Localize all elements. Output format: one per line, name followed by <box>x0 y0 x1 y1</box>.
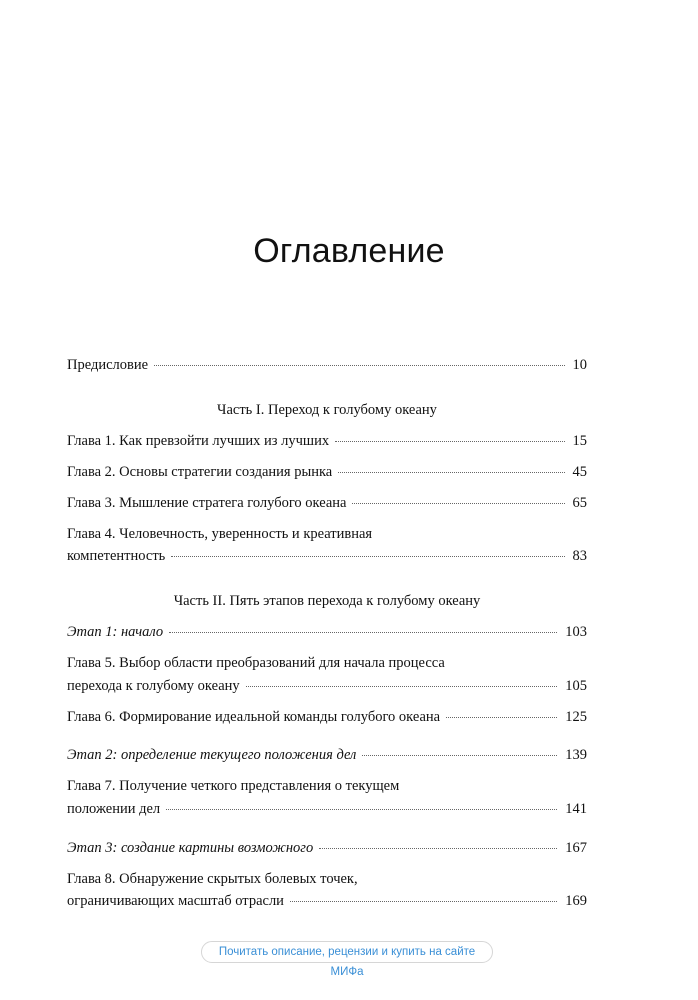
toc-entry-label: ограничивающих масштаб отрасли <box>67 893 284 909</box>
buy-on-mif-link[interactable]: Почитать описание, рецензии и купить на сайте МИФа <box>201 941 493 963</box>
toc-entry-chapter-6[interactable] <box>67 709 587 726</box>
toc-entry-label: Этап 3: создание картины возможного <box>67 840 314 856</box>
toc-entry-chapter-2[interactable] <box>67 464 587 481</box>
toc-entry-chapter-5[interactable] <box>67 678 587 695</box>
toc-page-number: 83 <box>572 548 587 564</box>
toc-entry-label: перехода к голубому океану <box>67 678 240 694</box>
toc-entry-chapter-8-line1[interactable]: Глава 8. Обнаружение скрытых болевых точек, <box>67 871 358 887</box>
part-heading-1: Часть I. Переход к голубому океану <box>217 402 437 418</box>
dot-leader <box>352 503 564 504</box>
dot-leader <box>166 809 557 810</box>
toc-entry-chapter-4-line1[interactable]: Глава 4. Человечность, уверенность и креативная <box>67 526 373 542</box>
toc-entry-stage-1[interactable] <box>67 624 587 641</box>
toc-entry-label: Глава 6. Формирование идеальной команды голубого океана <box>67 709 441 725</box>
toc-entry-chapter-8[interactable] <box>67 893 587 910</box>
dot-leader <box>319 848 557 849</box>
toc-entry-label: Предисловие <box>67 357 149 373</box>
dot-leader <box>362 755 557 756</box>
toc-entry-chapter-5-line1[interactable]: Глава 5. Выбор области преобразований для начала процесса <box>67 655 445 671</box>
toc-entry-chapter-1[interactable] <box>67 433 587 450</box>
toc-page-number: 15 <box>572 433 587 449</box>
toc-entry-label: положении дел <box>67 801 161 817</box>
toc-page-number: 10 <box>572 357 587 373</box>
toc-entry-label: Этап 2: определение текущего положения дел <box>67 747 357 763</box>
toc-entry-chapter-7-line1[interactable]: Глава 7. Получение четкого представления о текущем <box>67 778 400 794</box>
toc-entry-label: Этап 1: начало <box>67 624 164 640</box>
toc-entry-chapter-3[interactable] <box>67 495 587 512</box>
dot-leader <box>169 632 557 633</box>
dot-leader <box>290 901 557 902</box>
toc-entry-preface[interactable] <box>67 357 587 374</box>
toc-page-number: 105 <box>565 678 587 694</box>
toc-entry-label: Глава 3. Мышление стратега голубого океана <box>67 495 347 511</box>
toc-entry-stage-2[interactable] <box>67 747 587 764</box>
toc-page-number: 167 <box>565 840 587 856</box>
toc-page-number: 45 <box>572 464 587 480</box>
page-title: Оглавление <box>253 232 445 270</box>
dot-leader <box>338 472 564 473</box>
toc-page-number: 141 <box>565 801 587 817</box>
toc-entry-stage-3[interactable] <box>67 840 587 857</box>
toc-page-number: 65 <box>572 495 587 511</box>
toc-page-number: 139 <box>565 747 587 763</box>
dot-leader <box>154 365 564 366</box>
toc-entry-chapter-7[interactable] <box>67 801 587 818</box>
part-heading-2: Часть II. Пять этапов перехода к голубому океану <box>173 593 481 609</box>
dot-leader <box>335 441 564 442</box>
toc-page-number: 169 <box>565 893 587 909</box>
toc-entry-label: компетентность <box>67 548 166 564</box>
dot-leader <box>446 717 557 718</box>
toc-page-number: 103 <box>565 624 587 640</box>
dot-leader <box>171 556 564 557</box>
toc-entry-chapter-4[interactable] <box>67 548 587 565</box>
dot-leader <box>246 686 558 687</box>
toc-page-number: 125 <box>565 709 587 725</box>
toc-entry-label: Глава 2. Основы стратегии создания рынка <box>67 464 333 480</box>
toc-entry-label: Глава 1. Как превзойти лучших из лучших <box>67 433 330 449</box>
